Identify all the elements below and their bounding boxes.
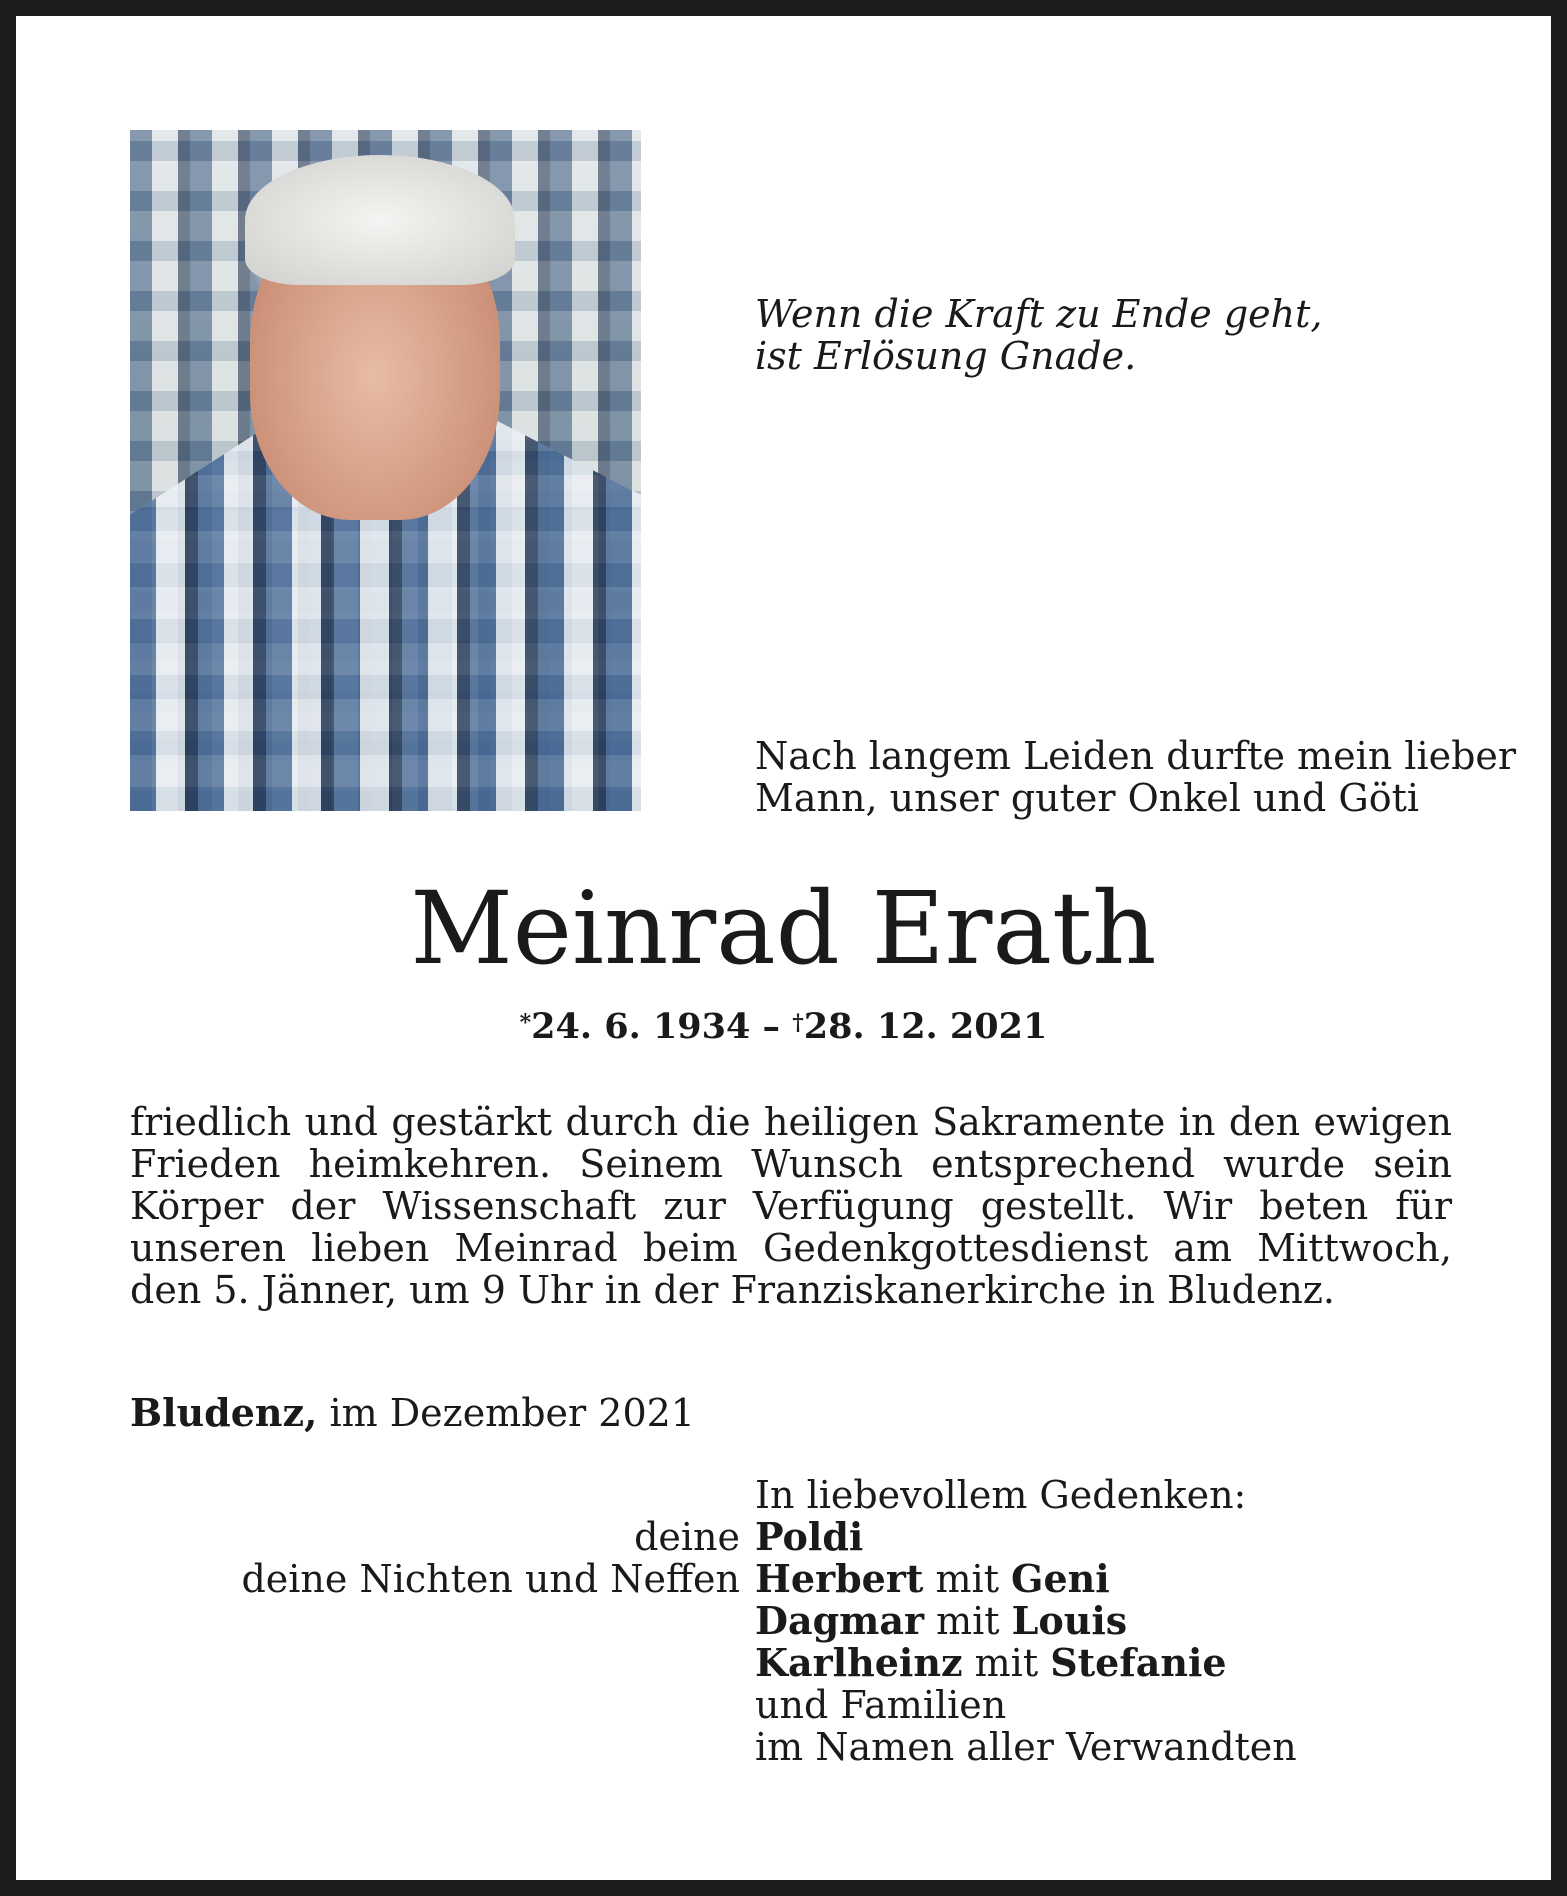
- obituary-page: [16, 16, 1551, 1880]
- mourner-with: mit: [923, 1557, 1012, 1601]
- mourner-relation: deine: [634, 1515, 740, 1559]
- deceased-name: Meinrad Erath: [410, 870, 1157, 987]
- mourner-name: Dagmar: [755, 1598, 924, 1643]
- portrait-photo: [130, 130, 641, 811]
- mourner-row: [16, 1642, 1551, 1684]
- mourner-partner: Geni: [1011, 1556, 1110, 1601]
- death-symbol: †: [792, 1010, 804, 1036]
- date-separator: –: [750, 1006, 793, 1047]
- closing-line: und Familien: [755, 1683, 1007, 1727]
- motto-quote: [755, 293, 1322, 377]
- death-date: 28. 12. 2021: [803, 1006, 1048, 1047]
- mourners-list: [16, 1516, 1551, 1768]
- mourner-name: Karlheinz: [755, 1640, 963, 1685]
- life-dates: [16, 1006, 1551, 1048]
- intro-line: Mann, unser guter Onkel und Göti: [755, 776, 1420, 820]
- mourner-row: [16, 1600, 1551, 1642]
- dedication: In liebevollem Gedenken:: [755, 1473, 1247, 1517]
- closing-line: im Namen aller Verwandten: [755, 1725, 1297, 1769]
- closing-row: [16, 1684, 1551, 1726]
- body-paragraph: friedlich und gestärkt durch die heiligen Sakramente in den ewigen Frieden heimkehren. Seinem Wunsch entsprechend wurde sein Körper der Wissenschaft zur Verfügung gestellt. Wir beten für unseren lieben Meinrad beim Gedenkgottesdienst am Mittwoch, den 5. Jänner, um 9 Uhr in der Franziskanerkirche in Bludenz.: [130, 1100, 1452, 1312]
- mourner-row: [16, 1558, 1551, 1600]
- photo-hair: [245, 155, 515, 285]
- mourner-name: Herbert: [755, 1556, 924, 1601]
- place-month: im Dezember 2021: [317, 1391, 695, 1435]
- birth-date: 24. 6. 1934: [531, 1006, 751, 1047]
- mourner-with: mit: [962, 1641, 1051, 1685]
- closing-row: [16, 1726, 1551, 1768]
- birth-symbol: *: [519, 1010, 532, 1036]
- motto-line: Wenn die Kraft zu Ende geht,: [755, 292, 1323, 336]
- mourner-partner: Stefanie: [1050, 1640, 1227, 1685]
- mourner-with: mit: [924, 1599, 1012, 1643]
- mourner-name: Poldi: [755, 1514, 864, 1559]
- intro-text: [755, 735, 1516, 819]
- mourner-relation: deine Nichten und Neffen: [241, 1557, 740, 1601]
- place-date: [130, 1392, 695, 1434]
- intro-line: Nach langem Leiden durfte mein lieber: [755, 734, 1517, 778]
- motto-line: ist Erlösung Gnade.: [755, 334, 1137, 378]
- mourner-partner: Louis: [1011, 1598, 1128, 1643]
- mourner-row: [16, 1516, 1551, 1558]
- place-city: Bludenz,: [130, 1390, 318, 1435]
